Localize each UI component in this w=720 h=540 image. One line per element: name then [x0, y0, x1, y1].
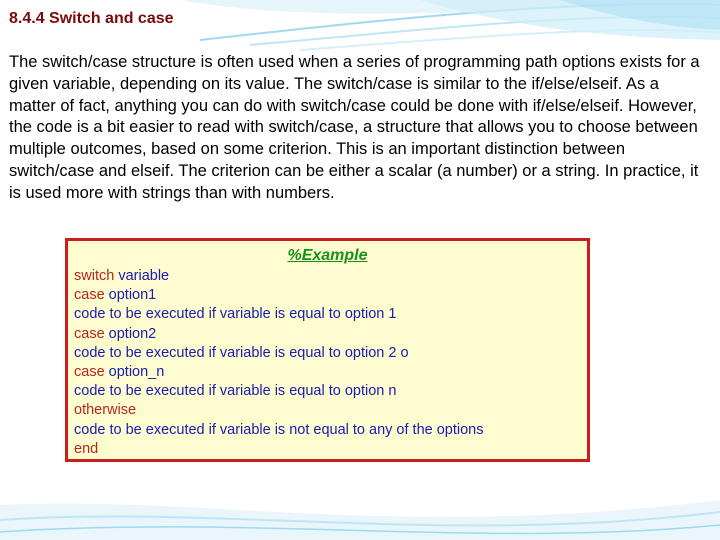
code-line	[74, 382, 484, 401]
code-line	[74, 363, 484, 382]
code-text: code to be executed if variable is equal to option 1	[74, 306, 397, 323]
code-text: option_n	[104, 364, 165, 381]
code-text: code to be executed if variable is equal to option 2 o	[74, 344, 409, 361]
example-code-box	[65, 238, 590, 462]
code-text: option1	[104, 287, 157, 304]
code-line	[74, 344, 484, 363]
code-text: code to be executed if variable is not equal to any of the options	[74, 421, 484, 438]
code-keyword: case	[74, 287, 105, 304]
code-text: variable	[114, 268, 170, 284]
code-keyword: end	[74, 440, 99, 457]
code-line	[74, 267, 484, 286]
code-keyword: case	[74, 325, 105, 342]
code-keyword: case	[74, 364, 105, 381]
code-lines-list	[74, 267, 484, 459]
code-line	[74, 440, 484, 459]
body-paragraph: The switch/case structure is often used when a series of programming path options exists for a given variable, depending on its value. The switch/case is similar to the if/else/elseif. As a matter of fact, anything you can do with switch/case could be done with if/else/elseif. However, the code is a bit easier to read with switch/case, a structure that allows you to choose between multiple outcomes, based on some criterion. This is an important distinction between switch/case and elseif. The criterion can be either a scalar (a number) or a string. In practice, it is used more with strings than with numbers.	[9, 53, 700, 202]
code-line	[74, 305, 484, 324]
code-text: code to be executed if variable is equal to option n	[74, 383, 397, 400]
code-keyword: otherwise	[74, 402, 137, 419]
code-keyword: switch	[74, 268, 115, 284]
slide-title: 8.4.4 Switch and case	[9, 10, 174, 27]
code-line	[74, 421, 484, 440]
example-heading: %Example	[287, 247, 368, 264]
code-text: option2	[104, 325, 157, 342]
code-line	[74, 401, 484, 420]
code-line	[74, 325, 484, 344]
code-line	[74, 286, 484, 305]
